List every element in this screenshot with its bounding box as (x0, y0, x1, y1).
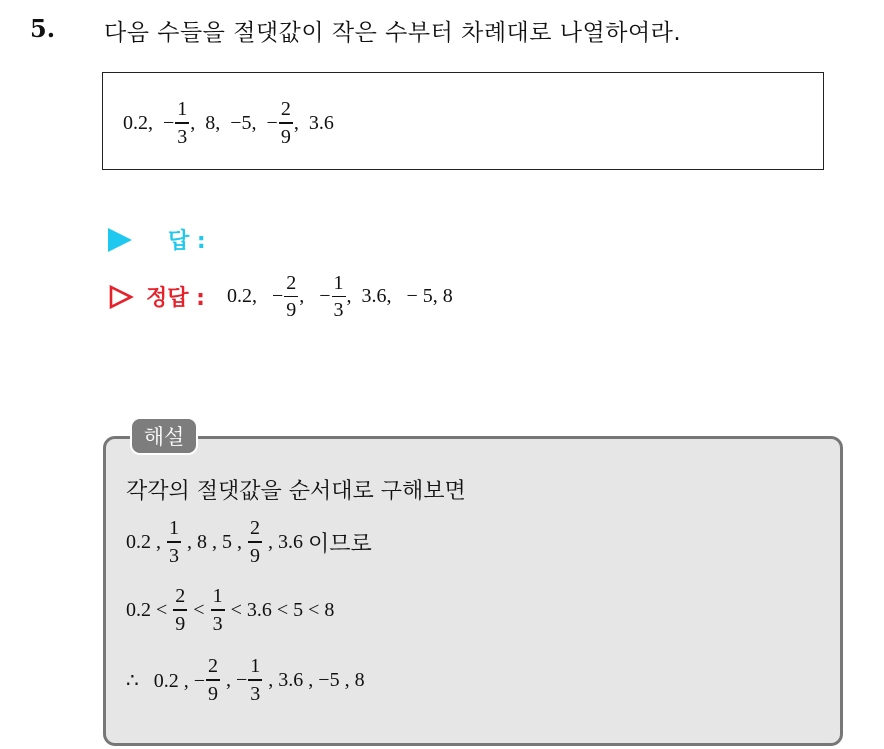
line3-text-2: < (188, 598, 210, 621)
denominator: 3 (250, 682, 261, 705)
correct-answer-label: 정답 : (146, 286, 205, 312)
denominator: 9 (286, 299, 297, 322)
question-number: 5. (30, 14, 56, 43)
denominator: 3 (333, 299, 344, 322)
explanation-tag: 해설 (130, 417, 198, 455)
numerator: 2 (286, 272, 297, 294)
line4-fraction-2 (248, 653, 262, 706)
line4-text-3: , 3.6 , −5 , 8 (263, 668, 365, 691)
explanation-line-2 (126, 512, 372, 572)
line4-fraction-1 (206, 653, 220, 706)
correct-fraction-1 (284, 270, 298, 323)
given-fraction-1 (175, 96, 189, 149)
given-numbers (123, 93, 334, 153)
explanation-line-4 (126, 650, 365, 710)
given-fraction-2 (279, 96, 293, 149)
answer-label: 답 : (168, 229, 206, 254)
given-text-1: 0.2, − (123, 111, 175, 134)
line2-text-4: 이므로 (308, 531, 372, 557)
line2-fraction-2 (248, 515, 262, 568)
correct-fraction-2 (332, 270, 346, 323)
correct-answer-line (108, 270, 453, 323)
numerator: 2 (280, 98, 291, 121)
correct-answer-value (227, 270, 453, 323)
numerator: 1 (250, 655, 261, 678)
numerator: 2 (208, 655, 219, 678)
line4-text-2: , − (221, 668, 248, 691)
question-text: 다음 수들을 절댓값이 작은 수부터 차례대로 나열하여라. (104, 20, 682, 46)
line4-text-1: ∴ 0.2 , − (126, 669, 206, 692)
line3-text-3: < 3.6 < 5 < 8 (225, 598, 335, 621)
denominator: 3 (169, 544, 179, 567)
denominator: 9 (250, 544, 260, 567)
line3-fraction-1 (173, 583, 187, 636)
answer-line (108, 224, 206, 255)
explanation-line-3 (126, 580, 334, 640)
numerator: 1 (212, 585, 223, 608)
play-triangle-icon (108, 228, 132, 252)
denominator: 3 (212, 612, 223, 635)
denominator: 9 (208, 682, 219, 705)
explanation-line-1: 각각의 절댓값을 순서대로 구해보면 (126, 479, 466, 504)
given-numbers-box (102, 72, 824, 170)
line2-text-1: 0.2 , (126, 530, 166, 553)
given-text-2: , 8, −5, − (190, 111, 278, 134)
outline-triangle-icon (108, 284, 134, 310)
denominator: 3 (177, 125, 188, 148)
line2-text-3: , 3.6 (263, 530, 308, 553)
line3-text-1: 0.2 < (126, 598, 173, 621)
denominator: 9 (280, 125, 291, 148)
given-text-3: , 3.6 (293, 111, 334, 134)
correct-text-2: , − (299, 285, 331, 308)
denominator: 9 (175, 612, 186, 635)
line2-text-2: , 8 , 5 , (182, 530, 247, 553)
correct-text-1: 0.2, − (226, 285, 284, 308)
numerator: 1 (177, 98, 188, 121)
numerator: 2 (250, 517, 260, 540)
line3-fraction-2 (211, 583, 225, 636)
correct-text-3: , 3.6, − 5, 8 (346, 285, 453, 308)
numerator: 1 (169, 517, 179, 540)
numerator: 1 (333, 272, 344, 294)
numerator: 2 (175, 585, 186, 608)
line2-fraction-1 (167, 515, 181, 568)
